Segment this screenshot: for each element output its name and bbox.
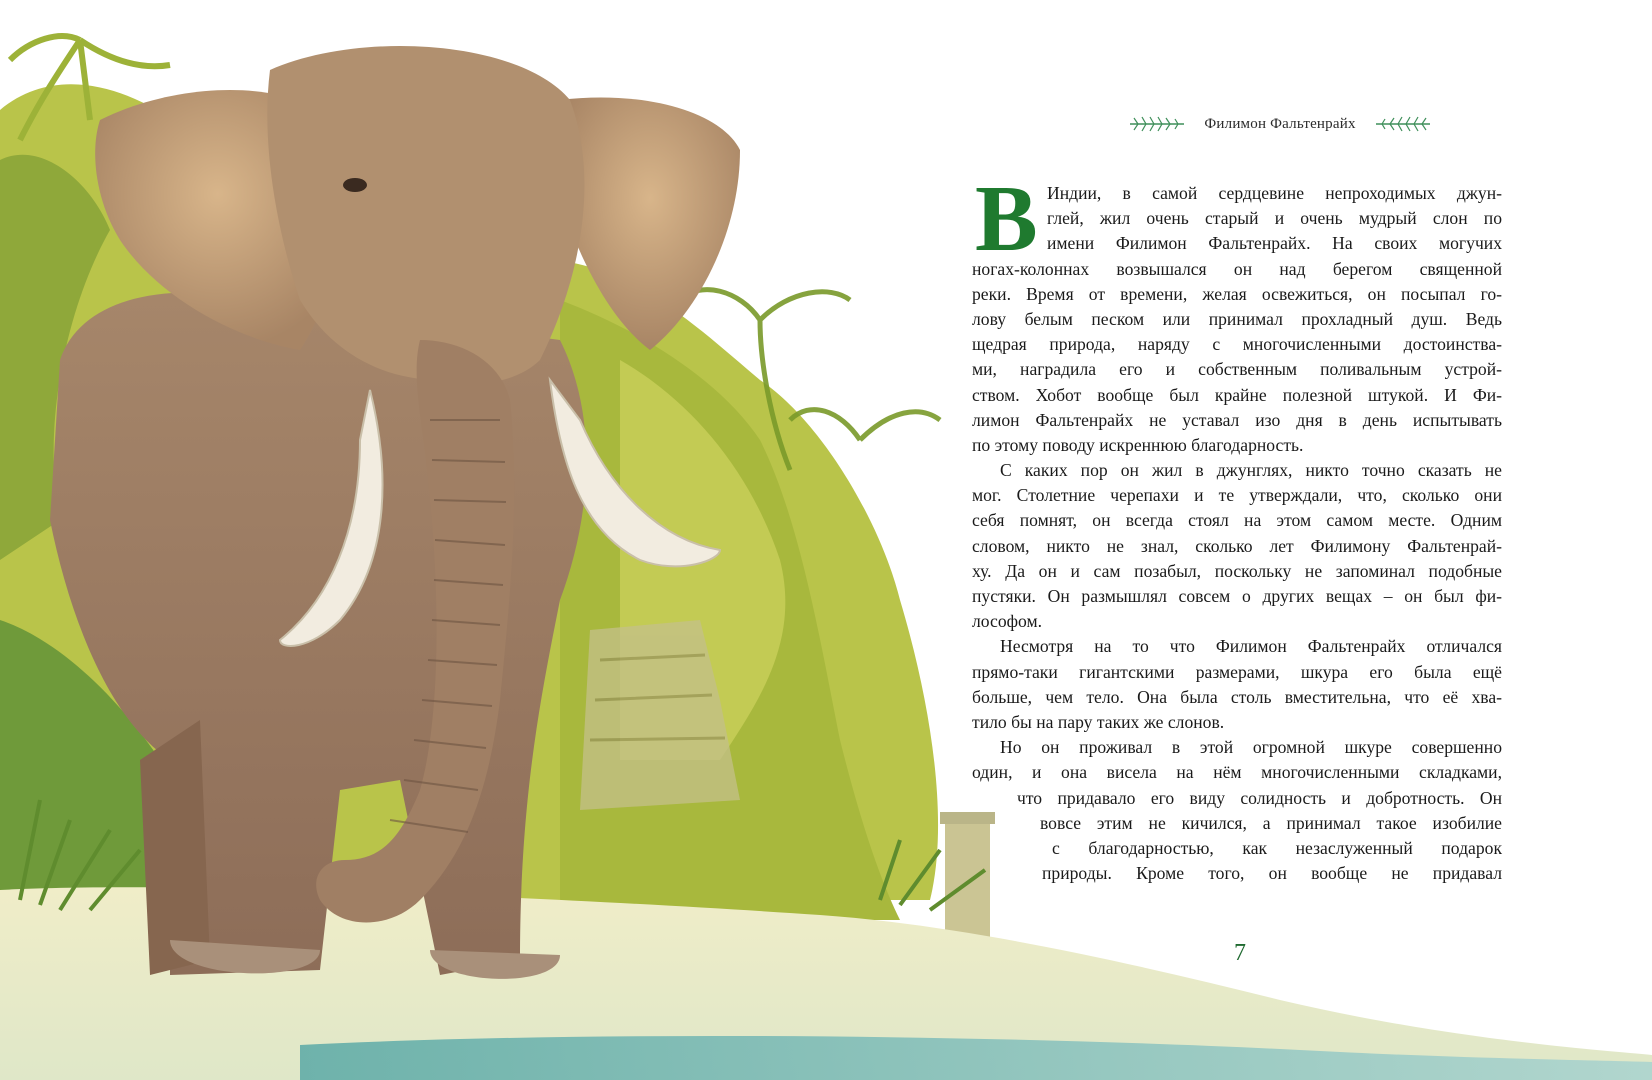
text-line: глей, жил очень старый и очень мудрый слон по: [1047, 208, 1502, 229]
text-line: себя помнят, он всегда стоял на этом самом месте. Одним: [972, 510, 1502, 531]
text-line: щедрая природа, наряду с многочисленными достоинства-: [972, 334, 1502, 355]
text-line: ством. Хобот вообще был крайне полезной штукой. И Фи-: [972, 384, 1502, 405]
text-line: прямо-таки гигантскими размерами, шкура его была ещё: [972, 661, 1502, 682]
text-line: мог. Столетние черепахи и те утверждали, что, сколько они: [972, 485, 1502, 506]
body-text: [972, 181, 1502, 886]
text-line: один, и она висела на нём многочисленными складками,: [972, 762, 1502, 783]
text-line: больше, чем тело. Она была столь вместительна, что её хва-: [972, 686, 1502, 707]
text-line: пустяки. Он размышлял совсем о других вещах – он был фи-: [972, 586, 1502, 606]
text-line: словом, никто не знал, сколько лет Филимону Фальтенрай-: [972, 535, 1502, 556]
drop-cap: В: [975, 167, 1038, 271]
text-line: лову белым песком или принимал прохладный душ. Ведь: [972, 308, 1502, 329]
text-line: природы. Кроме того, он вообще не придавал: [1042, 863, 1502, 884]
text-line: Индии, в самой сердцевине непроходимых джун-: [1047, 183, 1502, 203]
text-line: С каких пор он жил в джунглях, никто точно сказать не: [1000, 460, 1502, 481]
text-line: лимон Фальтенрайх не уставал изо дня в день испытывать: [972, 409, 1502, 430]
text-line: по этому поводу искреннюю благодарность.: [972, 434, 1304, 455]
running-head: [1070, 104, 1490, 144]
text-line: реки. Время от времени, желая освежиться, он посыпал го-: [972, 283, 1502, 304]
fern-sprig-left-icon: [1128, 113, 1186, 135]
text-line: лософом.: [972, 611, 1043, 632]
text-line: ногах-колоннах возвышался он над берегом священной: [972, 258, 1502, 279]
running-head-title: Филимон Фальтенрайх: [1204, 115, 1356, 132]
text-line: Несмотря на то что Филимон Фальтенрайх отличался: [1000, 636, 1502, 657]
text-line: с благодарностью, как незаслуженный подарок: [1052, 837, 1502, 858]
text-line: вовсе этим не кичился, а принимал такое изобилие: [1040, 812, 1502, 833]
text-line: ху. Да он и сам позабыл, поскольку не запоминал подобные: [972, 560, 1502, 581]
fern-sprig-right-icon: [1374, 113, 1432, 135]
text-line: имени Филимон Фальтенрайх. На своих могучих: [1047, 233, 1502, 254]
text-line: Но он проживал в этой огромной шкуре совершенно: [1000, 737, 1502, 758]
page-number: 7: [1234, 940, 1246, 966]
text-line: ми, наградила его и собственным поливальным устрой-: [972, 359, 1502, 380]
text-line: тило бы на пару таких же слонов.: [972, 711, 1225, 732]
text-line: что придавало его виду солидность и добротность. Он: [1017, 787, 1502, 808]
